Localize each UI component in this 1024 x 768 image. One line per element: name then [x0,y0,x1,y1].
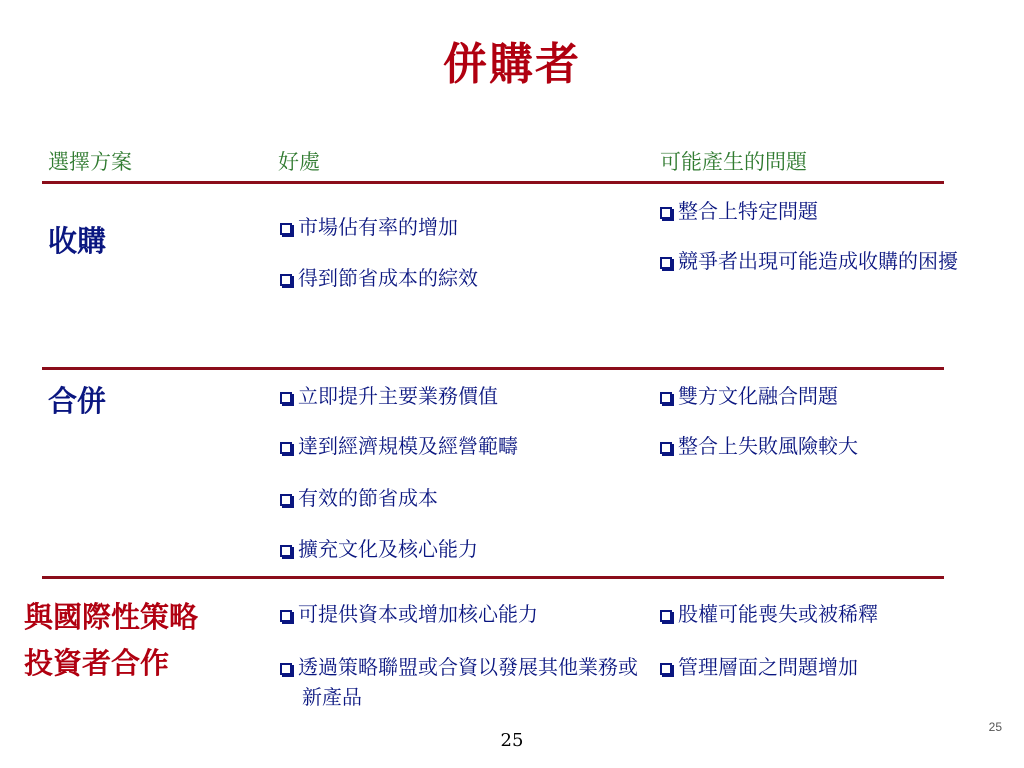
checkbox-bullet-icon [660,207,672,219]
option-acquisition: 收購 [48,224,107,258]
benefit-item: 可提供資本或增加核心能力 [280,599,662,629]
benefit-item: 市場佔有率的增加 [280,212,642,242]
checkbox-bullet-icon [660,257,672,269]
benefit-item: 達到經濟規模及經營範疇 [280,431,652,461]
checkbox-bullet-icon [280,223,292,235]
header-problems: 可能產生的問題 [660,150,807,174]
slide-number: 25 [988,720,1002,734]
benefit-item: 擴充文化及核心能力 [280,534,652,564]
checkbox-bullet-icon [280,494,292,506]
problem-item: 整合上特定問題 [660,196,972,226]
checkbox-bullet-icon [280,545,292,557]
page-title: 併購者 [443,39,581,90]
header-benefits: 好處 [278,150,320,174]
checkbox-bullet-icon [660,663,672,675]
divider-line [42,576,944,579]
checkbox-bullet-icon [280,442,292,454]
benefit-item: 得到節省成本的綜效 [280,263,642,293]
problem-item: 整合上失敗風險較大 [660,431,972,461]
checkbox-bullet-icon [660,392,672,404]
problem-item: 競爭者出現可能造成收購的困擾 [660,246,972,276]
divider-line [42,367,944,370]
problem-item: 股權可能喪失或被稀釋 [660,599,982,629]
benefit-item: 透過策略聯盟或合資以發展其他業務或新產品 [280,652,654,712]
option-strategic-investor: 與國際性策略 投資者合作 [24,600,199,680]
problem-item: 雙方文化融合問題 [660,381,972,411]
checkbox-bullet-icon [280,663,292,675]
option-merger: 合併 [48,384,107,418]
checkbox-bullet-icon [280,392,292,404]
checkbox-bullet-icon [280,610,292,622]
checkbox-bullet-icon [660,610,672,622]
checkbox-bullet-icon [660,442,672,454]
header-option: 選擇方案 [48,150,132,174]
problem-item: 管理層面之問題增加 [660,652,982,682]
checkbox-bullet-icon [280,274,292,286]
benefit-item: 有效的節省成本 [280,483,652,513]
divider-line [42,181,944,184]
page-number: 25 [500,730,524,751]
benefit-item: 立即提升主要業務價值 [280,381,652,411]
